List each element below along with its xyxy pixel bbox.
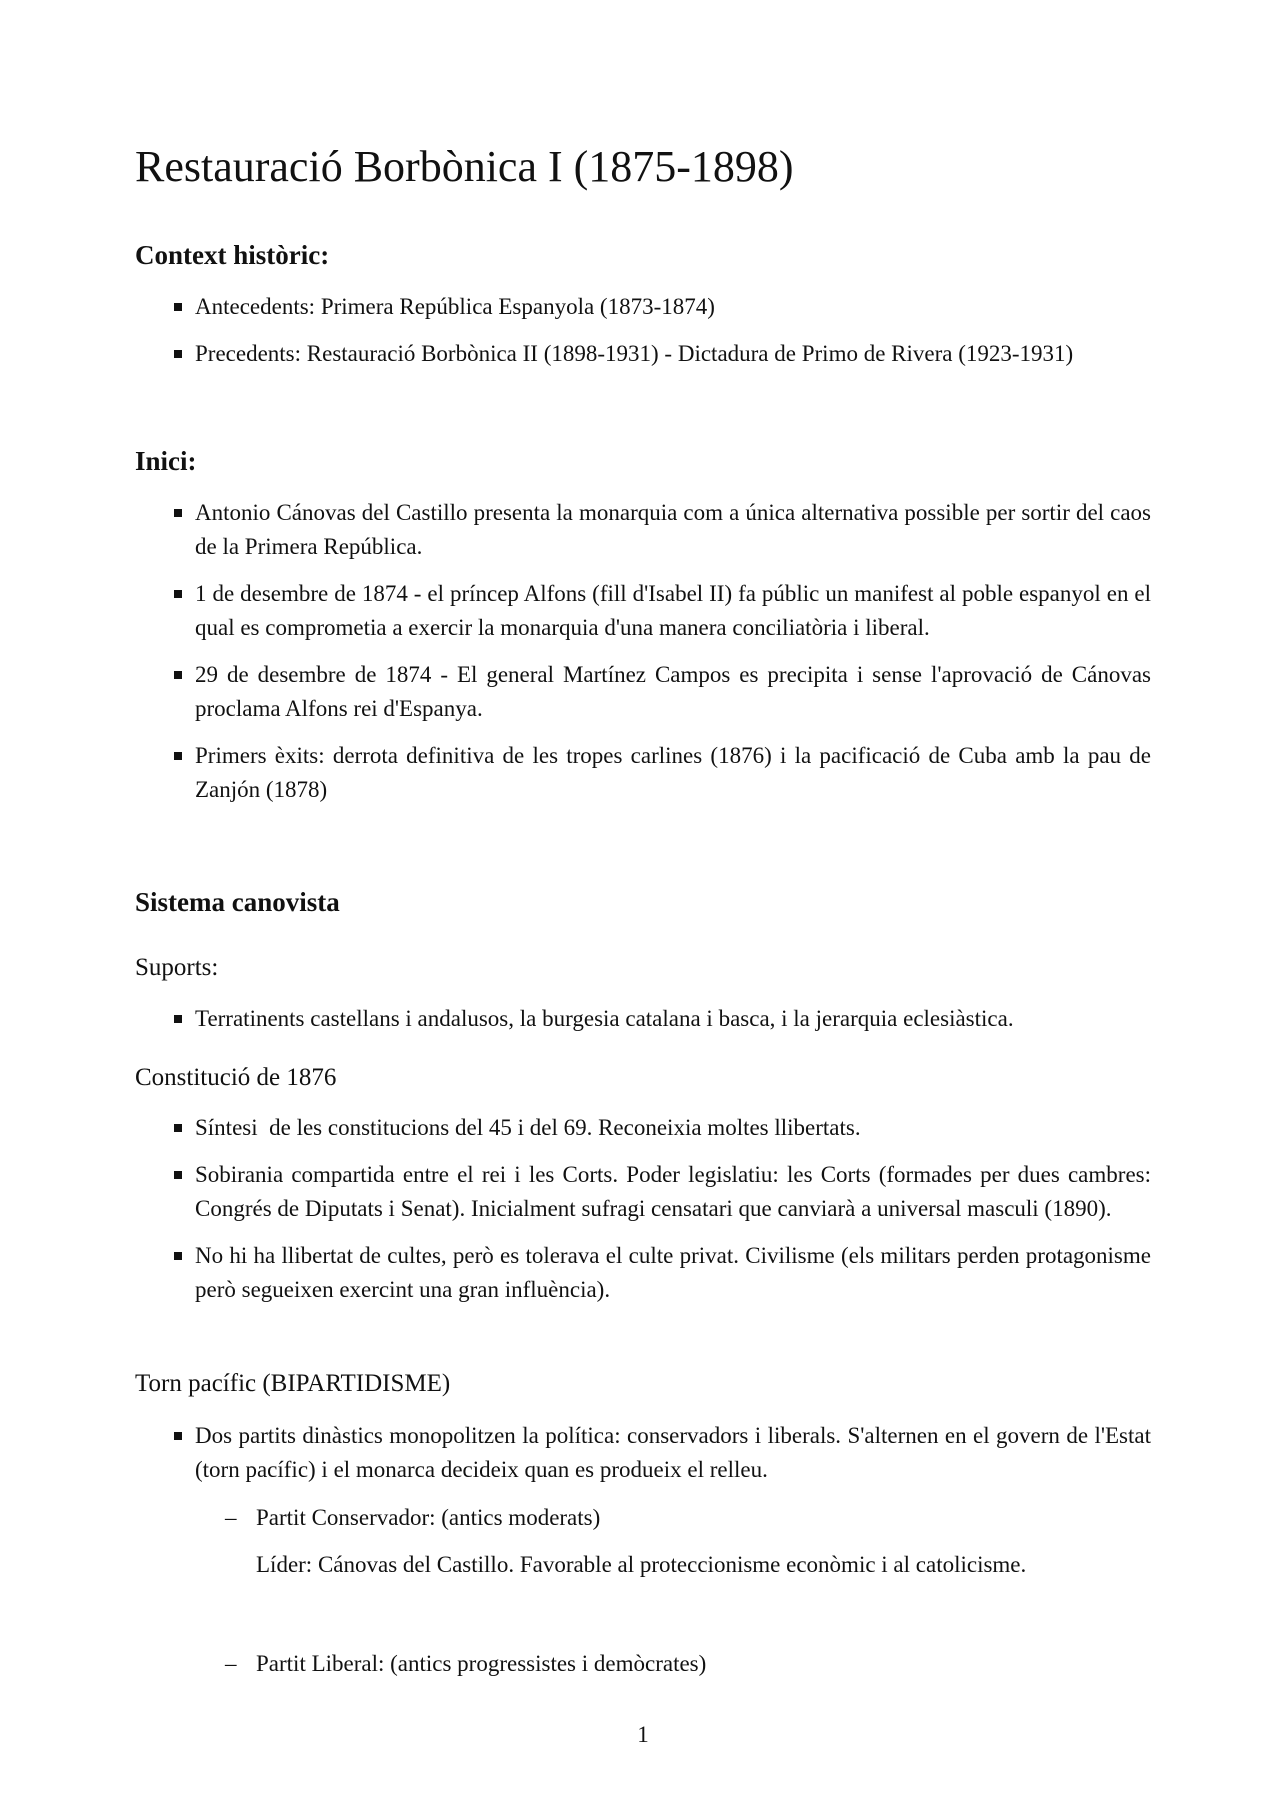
list-item: Sobirania compartida entre el rei i les Corts. Poder legislatiu: les Corts (formades per dues cambres: Congrés de Diputats i Senat). Inicialment sufragi censatari que canviarà a universal masculi (1890). xyxy=(135,1158,1151,1226)
suports-subheading: Suports: xyxy=(135,954,219,981)
page-number: 1 xyxy=(637,1722,649,1747)
square-bullet-icon xyxy=(174,590,182,598)
dash-bullet-icon: – xyxy=(225,1651,237,1676)
list-item: Terratinents castellans i andalusos, la burgesia catalana i basca, i la jerarquia eclesiàstica. xyxy=(135,1002,1151,1036)
square-bullet-icon xyxy=(174,1432,182,1440)
list-item: Dos partits dinàstics monopolitzen la política: conservadors i liberals. S'alternen en el govern de l'Estat (torn pacífic) i el monarca decideix quan es produeix el relleu. xyxy=(135,1419,1151,1487)
constitucio-subheading: Constitució de 1876 xyxy=(135,1064,337,1091)
party-conservador-note: Líder: Cánovas del Castillo. Favorable al proteccionisme econòmic i al catolicisme. xyxy=(256,1552,1027,1577)
party-name: Partit Liberal: (antics progressistes i demòcrates) xyxy=(256,1651,707,1676)
sistema-heading: Sistema canovista xyxy=(135,887,340,917)
square-bullet-icon xyxy=(174,752,182,760)
list-item: 29 de desembre de 1874 - El general Martínez Campos es precipita i sense l'aprovació de Cánovas proclama Alfons rei d'Espanya. xyxy=(135,658,1151,726)
square-bullet-icon xyxy=(174,350,182,358)
square-bullet-icon xyxy=(174,1124,182,1132)
context-heading: Context històric: xyxy=(135,240,330,270)
square-bullet-icon xyxy=(174,1252,182,1260)
party-name: Partit Conservador: (antics moderats) xyxy=(256,1505,601,1530)
list-item: Precedents: Restauració Borbònica II (1898-1931) - Dictadura de Primo de Rivera (1923-1931) xyxy=(135,337,1151,371)
suports-list xyxy=(135,1002,1151,1049)
list-item: Antecedents: Primera República Espanyola (1873-1874) xyxy=(135,290,1151,324)
torn-list xyxy=(135,1419,1151,1500)
list-item: Síntesi de les constitucions del 45 i del 69. Reconeixia moltes llibertats. xyxy=(135,1111,1151,1145)
square-bullet-icon xyxy=(174,1171,182,1179)
square-bullet-icon xyxy=(174,1015,182,1023)
document-title: Restauració Borbònica I (1875-1898) xyxy=(135,142,794,191)
dash-bullet-icon: – xyxy=(225,1505,237,1530)
inici-list xyxy=(135,496,1151,820)
constitucio-list xyxy=(135,1111,1151,1320)
torn-subheading: Torn pacífic (BIPARTIDISME) xyxy=(135,1370,451,1397)
list-item: No hi ha llibertat de cultes, però es tolerava el culte privat. Civilisme (els militars perden protagonisme però segueixen exercint una gran influència). xyxy=(135,1239,1151,1307)
list-item: Antonio Cánovas del Castillo presenta la monarquia com a única alternativa possible per sortir del caos de la Primera República. xyxy=(135,496,1151,564)
context-list xyxy=(135,290,1151,384)
list-item: 1 de desembre de 1874 - el príncep Alfons (fill d'Isabel II) fa públic un manifest al poble espanyol en el qual es comprometia a exercir la monarquia d'una manera conciliatòria i liberal. xyxy=(135,577,1151,645)
inici-heading: Inici: xyxy=(135,446,197,476)
square-bullet-icon xyxy=(174,303,182,311)
square-bullet-icon xyxy=(174,671,182,679)
square-bullet-icon xyxy=(174,509,182,517)
list-item: Primers èxits: derrota definitiva de les tropes carlines (1876) i la pacificació de Cuba amb la pau de Zanjón (1878) xyxy=(135,739,1151,807)
